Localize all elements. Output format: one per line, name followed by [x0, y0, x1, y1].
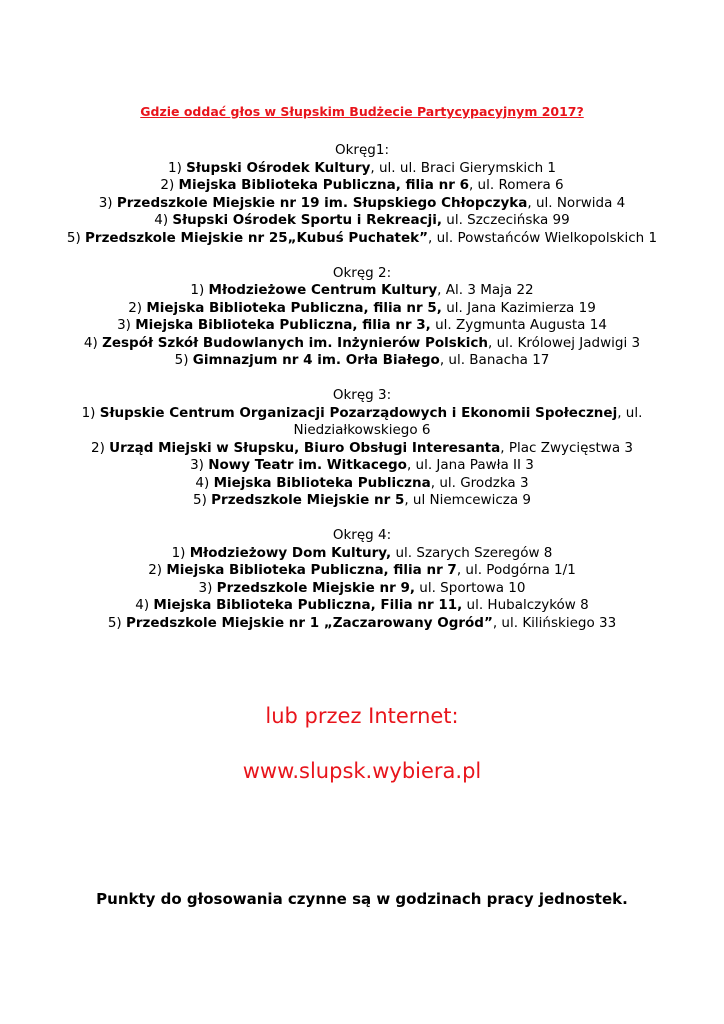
- entry-address: , ul. Banacha 17: [439, 352, 550, 368]
- entry-number: 3): [190, 457, 204, 473]
- location-entry: [0, 335, 724, 353]
- entry-name: Miejska Biblioteka Publiczna: [213, 474, 431, 491]
- entry-name: Przedszkole Miejskie nr 19 im. Słupskiego Chłopczyka: [116, 194, 528, 211]
- entry-number: 2): [160, 177, 175, 193]
- internet-url-link[interactable]: www.slupsk.wybiera.pl: [242, 759, 482, 783]
- entry-address: ul. Szczecińska 99: [441, 212, 570, 228]
- district-heading: Okręg 3:: [332, 387, 392, 403]
- location-entry: [0, 615, 724, 633]
- entry-number: 1): [81, 404, 96, 421]
- location-entry: [0, 230, 724, 248]
- entry-name: Słupski Ośrodek Kultury: [186, 159, 371, 176]
- entry-name: Przedszkole Miejskie nr 1 „Zaczarowany Ogród”: [125, 614, 493, 631]
- entry-address: , ul. Powstańców Wielkopolskich 1: [428, 229, 658, 246]
- entry-name: Gimnazjum nr 4 im. Orła Białego: [192, 352, 440, 368]
- district-heading: Okręg 4:: [332, 527, 392, 543]
- entry-name: Miejska Biblioteka Publiczna, filia nr 3,: [135, 317, 431, 333]
- location-entry: [0, 580, 724, 598]
- entry-address: ul. Hubalczyków 8: [462, 597, 589, 613]
- entry-number: 1): [171, 544, 186, 561]
- footer-note: Punkty do głosowania czynne są w godzinach pracy jednostek.: [96, 890, 628, 908]
- entry-name: Słupski Ośrodek Sportu i Rekreacji,: [172, 212, 442, 228]
- entry-address: , ul. Niedziałkowskiego 6: [293, 404, 643, 438]
- entry-address: , ul. Jana Pawła II 3: [406, 457, 534, 473]
- entry-address: ul. Jana Kazimierza 19: [441, 299, 596, 316]
- location-entry: [0, 492, 724, 510]
- entry-name: Przedszkole Miejskie nr 5: [211, 492, 405, 508]
- entry-number: 5): [174, 352, 189, 368]
- entry-address: ul. Zygmunta Augusta 14: [430, 317, 607, 333]
- entry-number: 2): [91, 439, 105, 456]
- district-section: [0, 387, 724, 510]
- entry-name: Słupskie Centrum Organizacji Pozarządowych i Ekonomii Społecznej: [99, 404, 618, 421]
- district-list: [0, 142, 724, 650]
- district-section: [0, 527, 724, 632]
- entry-number: 4): [154, 212, 169, 228]
- entry-number: 3): [117, 317, 131, 333]
- entry-number: 1): [167, 159, 182, 176]
- entry-address: , ul. Królowej Jadwigi 3: [488, 334, 641, 351]
- entry-name: Nowy Teatr im. Witkacego: [208, 457, 407, 473]
- entry-name: Przedszkole Miejskie nr 9,: [216, 579, 415, 596]
- entry-number: 4): [195, 474, 210, 491]
- entry-number: 2): [148, 562, 163, 578]
- location-entry: [0, 440, 724, 458]
- location-entry: [0, 212, 724, 230]
- entry-name: Miejska Biblioteka Publiczna, Filia nr 11,: [153, 597, 463, 613]
- entry-address: , Al. 3 Maja 22: [437, 282, 534, 298]
- page-title: Gdzie oddać głos w Słupskim Budżecie Partycypacyjnym 2017?: [140, 104, 584, 119]
- entry-address: , ul. Podgórna 1/1: [456, 562, 576, 578]
- location-entry: [0, 405, 724, 440]
- entry-name: Urząd Miejski w Słupsku, Biuro Obsługi Interesanta: [109, 439, 501, 456]
- entry-address: , ul. ul. Braci Gierymskich 1: [370, 159, 557, 176]
- district-section: [0, 265, 724, 370]
- entry-address: , ul. Norwida 4: [527, 194, 626, 211]
- location-entry: [0, 562, 724, 580]
- entry-number: 3): [198, 579, 213, 596]
- location-entry: [0, 160, 724, 178]
- location-entry: [0, 545, 724, 563]
- entry-number: 4): [135, 597, 150, 613]
- entry-address: ul. Szarych Szeregów 8: [391, 544, 553, 561]
- entry-address: , Plac Zwycięstwa 3: [500, 439, 633, 456]
- entry-number: 3): [98, 194, 113, 211]
- entry-name: Młodzieżowy Dom Kultury,: [189, 544, 392, 561]
- location-entry: [0, 177, 724, 195]
- entry-number: 5): [192, 492, 207, 508]
- location-entry: [0, 282, 724, 300]
- location-entry: [0, 300, 724, 318]
- entry-address: , ul. Kilińskiego 33: [492, 614, 617, 631]
- entry-number: 4): [83, 334, 98, 351]
- location-entry: [0, 352, 724, 370]
- entry-address: , ul Niemcewicza 9: [404, 492, 532, 508]
- entry-number: 1): [190, 282, 205, 298]
- entry-name: Miejska Biblioteka Publiczna, filia nr 5,: [146, 299, 442, 316]
- entry-name: Miejska Biblioteka Publiczna, filia nr 6: [178, 177, 469, 193]
- internet-label: lub przez Internet:: [265, 704, 459, 728]
- district-heading: Okręg 2:: [332, 264, 392, 281]
- entry-number: 5): [66, 229, 81, 246]
- district-section: [0, 142, 724, 247]
- entry-name: Miejska Biblioteka Publiczna, filia nr 7: [166, 562, 457, 578]
- location-entry: [0, 475, 724, 493]
- location-entry: [0, 457, 724, 475]
- entry-name: Młodzieżowe Centrum Kultury: [208, 282, 438, 298]
- entry-address: ul. Sportowa 10: [415, 579, 526, 596]
- location-entry: [0, 317, 724, 335]
- district-heading: Okręg1:: [334, 142, 389, 158]
- entry-name: Zespół Szkół Budowlanych im. Inżynierów Polskich: [102, 334, 489, 351]
- entry-address: , ul. Grodzka 3: [430, 474, 529, 491]
- entry-number: 5): [107, 614, 122, 631]
- entry-address: , ul. Romera 6: [468, 177, 564, 193]
- location-entry: [0, 195, 724, 213]
- entry-name: Przedszkole Miejskie nr 25„Kubuś Puchatek”: [85, 229, 429, 246]
- entry-number: 2): [128, 299, 143, 316]
- location-entry: [0, 597, 724, 615]
